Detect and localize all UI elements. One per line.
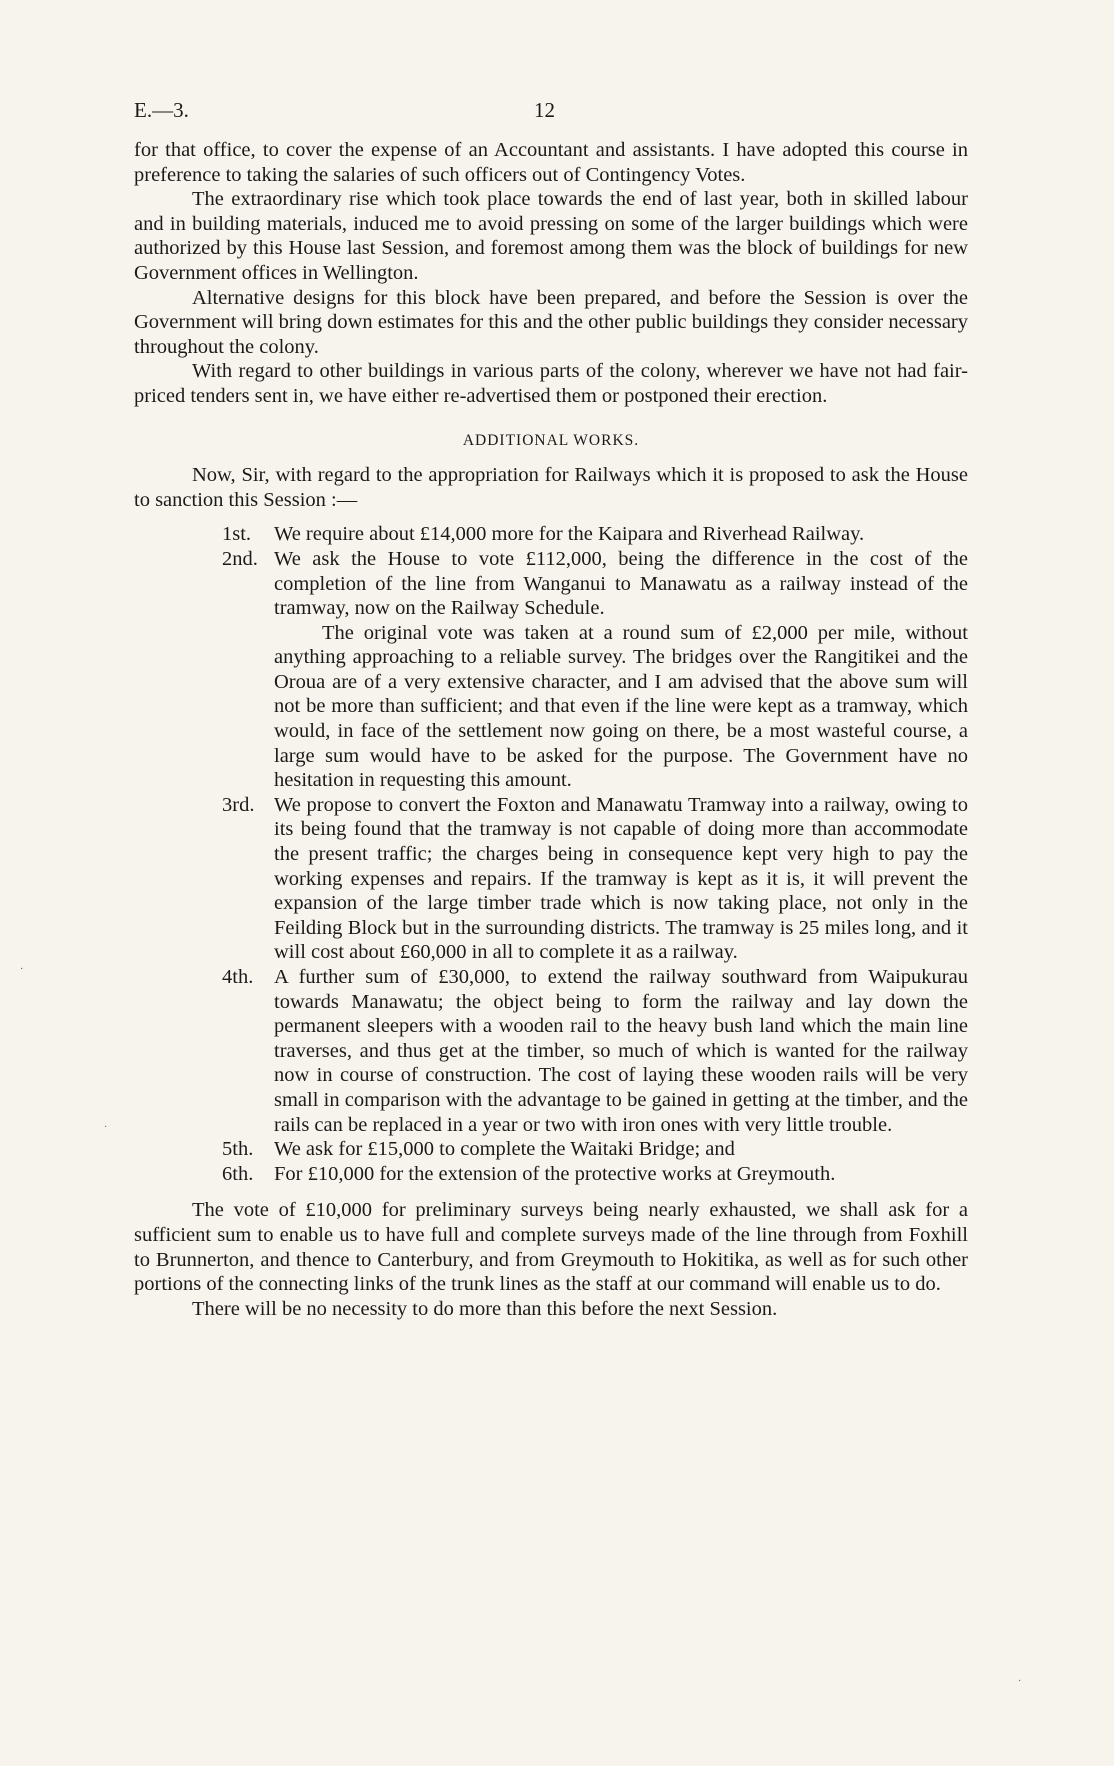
list-item (222, 1162, 968, 1187)
item-text: A further sum of £30,000, to extend the railway southward from Waipukurau towards Manawatu; the object being to form the railway and lay down the permanent sleepers with a wooden rail to the heavy bush land which the main line traverses, and thus get at the timber, so much of which is wanted for the railway now in course of construction. The cost of laying these wooden rails will be very small in comparison with the advantage to be gained in getting at the timber, and the rails can be replaced in a year or two with iron ones with very little trouble. (274, 966, 968, 1136)
paragraph: The extraordinary rise which took place towards the end of last year, both in skilled labour and in building materials, induced me to avoid pressing on some of the larger buildings which were authorized by this House last Session, and foremost among them was the block of buildings for new Government offices in Wellington. (134, 188, 968, 284)
scan-speck: · (20, 964, 24, 975)
page-header (134, 98, 964, 128)
intro-paragraph: Now, Sir, with regard to the appropriation for Railways which it is proposed to ask the House to sanction this Session :— (134, 464, 968, 511)
list-item (222, 965, 968, 1137)
spacer (134, 1186, 968, 1198)
paragraph: With regard to other buildings in various parts of the colony, wherever we have not had fair-priced tenders sent in, we have either re-advertised them or postponed their erection. (134, 360, 968, 407)
scan-speck: · (1018, 1676, 1022, 1687)
list-item (222, 1137, 968, 1162)
item-text: We ask the House to vote £112,000, being the difference in the cost of the completion of the line from Wanganui to Manawatu as a railway instead of the tramway, now on the Railway Schedule. (274, 547, 968, 620)
item-number: 5th. (222, 1138, 254, 1161)
item-number: 4th. (222, 966, 254, 988)
item-number: 6th. (222, 1162, 254, 1185)
scan-speck: · (104, 1122, 108, 1133)
document-reference: E.—3. (134, 98, 189, 122)
list-item (222, 547, 968, 793)
item-number: 2nd. (222, 547, 258, 570)
section-heading: ADDITIONAL WORKS. (462, 431, 640, 449)
item-number: 1st. (222, 523, 252, 546)
paragraph: There will be no necessity to do more than this before the next Session. (192, 1297, 778, 1320)
page-number: 12 (534, 98, 555, 122)
item-number: 3rd. (222, 793, 255, 816)
item-subparagraph: The original vote was taken at a round sum of £2,000 per mile, without anything approaching to a reliable survey. The bridges over the Rangitikei and the Oroua are of a very extensive character, and I am advised that the above sum will not be more than sufficient; and that even if the line were kept as a tramway, which would, in face of the settlement now going on there, be a most wasteful course, a large sum would have to be asked for the purpose. The Government have no hesitation in requesting this amount. (274, 621, 968, 792)
list-item (222, 793, 968, 965)
list-item (222, 522, 968, 547)
item-text: We require about £14,000 more for the Kaipara and Riverhead Railway. (274, 523, 865, 546)
item-text: For £10,000 for the extension of the protective works at Greymouth. (274, 1162, 836, 1185)
item-text: We propose to convert the Foxton and Manawatu Tramway into a railway, owing to its being found that the tramway is not capable of doing more than accommodate the present traffic; the charges being in consequence kept very high to pay the working expenses and repairs. If the tramway is kept as it is, it will prevent the expansion of the large timber trade which is now taking place, not only in the Feilding Block but in the surrounding districts. The tramway is 25 miles long, and it will cost about £60,000 in all to complete it as a railway. (274, 793, 968, 964)
item-text: We ask for £15,000 to complete the Waitaki Bridge; and (274, 1138, 735, 1161)
paragraph: for that office, to cover the expense of an Accountant and assistants. I have adopted this course in preference to taking the salaries of such officers out of Contingency Votes. (134, 139, 968, 186)
works-list (134, 522, 968, 1186)
paragraph: The vote of £10,000 for preliminary surveys being nearly exhausted, we shall ask for a sufficient sum to enable us to have full and complete surveys made of the line through from Foxhill to Brunnerton, and thence to Canterbury, and from Greymouth to Hokitika, as well as for such other portions of the connecting links of the trunk lines as the staff at our command will enable us to do. (134, 1199, 968, 1296)
paragraph: Alternative designs for this block have been prepared, and before the Session is over the Government will bring down estimates for this and the other public buildings they consider necessary throughout the colony. (134, 286, 968, 358)
document-body (134, 138, 968, 1321)
